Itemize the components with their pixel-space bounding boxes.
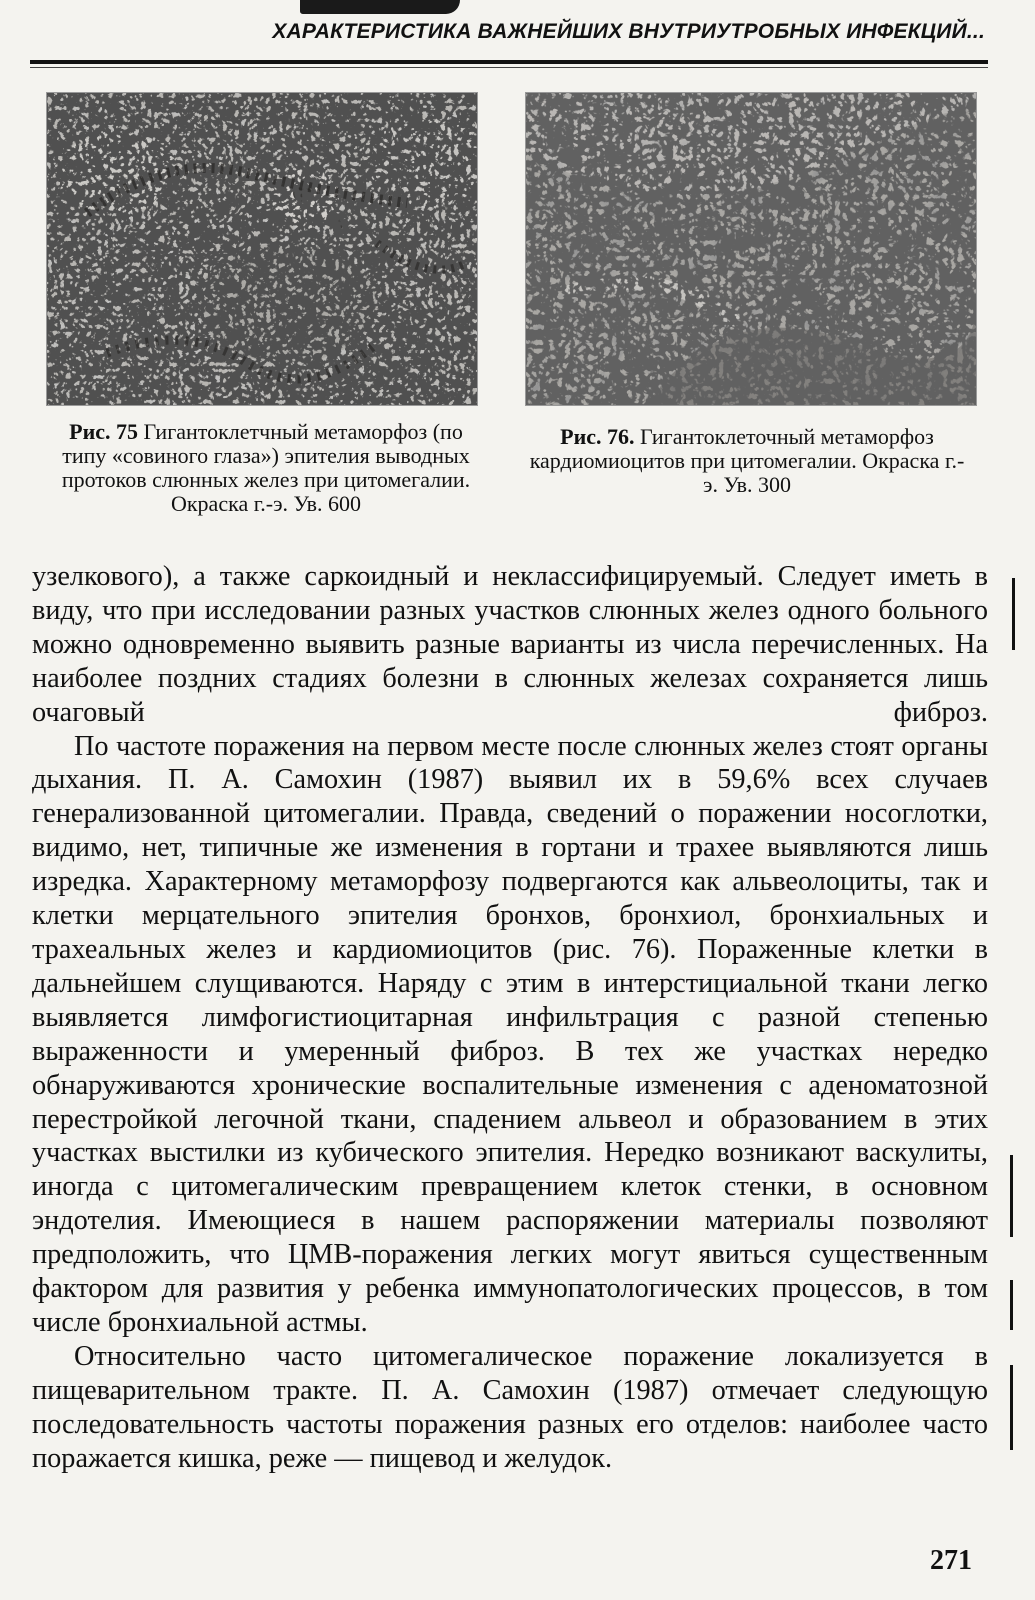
figure-76-micrograph <box>525 92 977 406</box>
margin-mark <box>1010 1155 1013 1237</box>
margin-mark <box>1010 1365 1013 1450</box>
page-number: 271 <box>930 1545 972 1576</box>
print-smudge <box>300 0 460 14</box>
header-rule <box>30 60 988 64</box>
figure-76-caption-text: Гигантоклеточный метаморфоз кардиомиоцитов при цитомегалии. Окраска г.-э. Ув. 300 <box>529 424 965 497</box>
margin-mark <box>1012 578 1015 650</box>
figure-76-label: Рис. 76. <box>560 424 635 449</box>
figure-75-micrograph <box>46 92 478 406</box>
running-header: ХАРАКТЕРИСТИКА ВАЖНЕЙШИХ ВНУТРИУТРОБНЫХ ИНФЕКЦИЙ... <box>272 20 985 43</box>
figure-76-caption <box>527 425 967 497</box>
figure-75-caption <box>50 420 482 516</box>
paragraph-respiratory: По частоте поражения на первом месте после слюнных желез стоят органы дыхания. П. А. Самохин (1987) выявил их в 59,6% всех случаев генерализованной цитомегалии. Правда, сведений о поражении носоглотки, видимо, нет, типичные же изменения в гортани и трахее выявляются лишь изредка. Характерному метаморфозу подвергаются как альвеолоциты, так и клетки мерцательного эпителия бронхов, бронхиол, бронхиальных и трахеальных желез и кардиомиоцитов (рис. 76). Пораженные клетки в дальнейшем слущиваются. Наряду с этим в интерстициальной ткани легко выявляется лимфогистиоцитарная инфильтрация с разной степенью выраженности и умеренный фиброз. В тех же участках нередко обнаруживаются хронические воспалительные изменения с аденоматозной перестройкой легочной ткани, спадением альвеол и образованием в этих участках выстилки из кубического эпителия. Нередко возникают васкулиты, иногда с цитомегалическим превращением клеток стенки, в основном эндотелия. Имеющиеся в нашем распоряжении материалы позволяют предположить, что ЦМВ-поражения легких могут явиться существенным фактором для развития у ребенка иммунопатологических процессов, в том числе бронхиальной астмы. <box>32 730 988 1338</box>
header-rule-thin <box>30 67 988 68</box>
body-text <box>32 560 988 1475</box>
figure-75-caption-text: Гигантоклетчный метаморфоз (по типу «совиного глаза») эпителия выводных протоков слюнных желез при цитомегалии. Окраска г.-э. Ув. 600 <box>61 419 471 516</box>
margin-mark <box>1010 1280 1013 1330</box>
paragraph-digestive: Относительно часто цитомегалическое поражение локализуется в пищеварительном тракте. П. А. Самохин (1987) отмечает следующую последовательность частоты поражения разных его отделов: наиболее часто поражается кишка, реже — пищевод и желудок. <box>32 1340 988 1474</box>
figure-75-label: Рис. 75 <box>69 419 139 444</box>
paragraph-continuation: узелкового), а также саркоидный и неклассифицируемый. Следует иметь в виду, что при исследовании разных участков слюнных желез одного больного можно одновременно выявить разные варианты из числа перечисленных. На наиболее поздних стадиях болезни в слюнных железах сохраняется лишь очаговый фиброз. <box>32 561 988 728</box>
